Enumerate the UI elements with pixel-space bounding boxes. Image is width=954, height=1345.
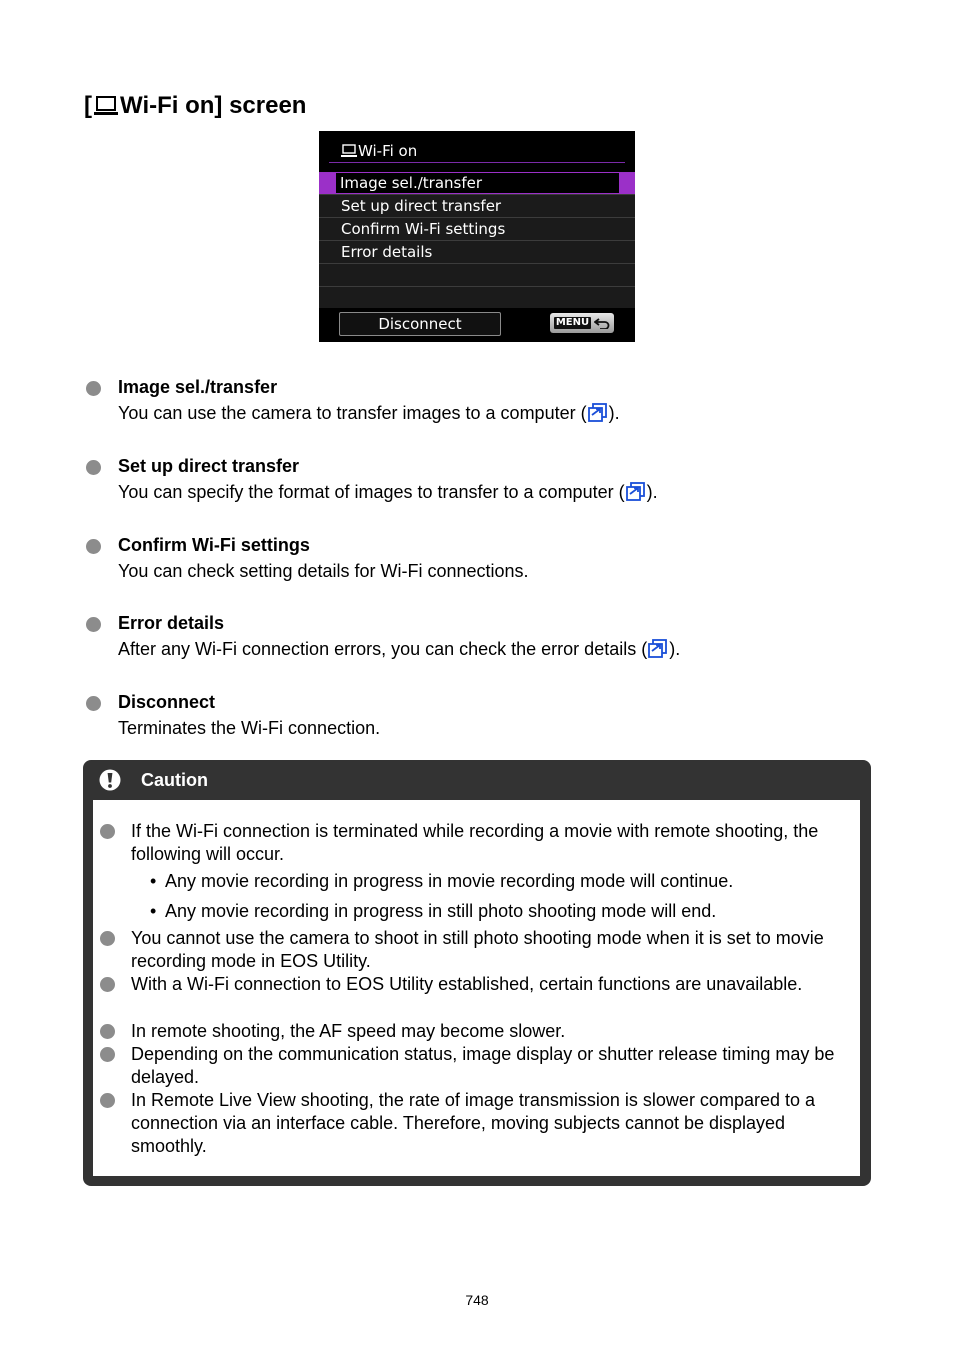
caution-point-text: Depending on the communication status, image display or shutter release timing may be delayed.: [131, 1044, 835, 1087]
caution-body: [93, 800, 860, 1176]
item-description: You can specify the format of images to transfer to a computer ( ).: [118, 482, 658, 502]
caution-subpoint: [150, 870, 733, 892]
menu-item-empty: [319, 264, 635, 287]
computer-icon: [93, 95, 119, 117]
caution-point-text: With a Wi-Fi connection to EOS Utility established, certain functions are unavailable.: [131, 974, 803, 994]
page-link-icon[interactable]: [626, 482, 646, 502]
computer-icon: [341, 144, 357, 158]
camera-footer: [319, 308, 635, 342]
caution-point: [100, 1089, 845, 1158]
item-term: Disconnect: [118, 692, 216, 712]
bullet-icon: [86, 381, 101, 396]
bullet-icon: [86, 460, 101, 475]
menu-item-confirm-wifi-settings[interactable]: Confirm Wi-Fi settings: [319, 218, 635, 241]
menu-item-set-up-direct-transfer[interactable]: Set up direct transfer: [319, 195, 635, 218]
bullet-icon: [100, 977, 115, 992]
warning-icon: [99, 769, 121, 791]
menu-item-image-sel-transfer[interactable]: Image sel./transfer: [319, 172, 635, 195]
camera-screen-title-text: Wi-Fi on: [358, 142, 418, 160]
return-arrow-icon: [594, 317, 610, 329]
disconnect-button[interactable]: Disconnect: [339, 312, 501, 336]
item-description: You can check setting details for Wi-Fi connections.: [118, 561, 529, 581]
caution-point: [100, 820, 845, 866]
heading-text: Wi-Fi on] screen: [120, 92, 307, 119]
caution-subpoint-text: Any movie recording in progress in movie recording mode will continue.: [165, 871, 734, 891]
item-term: Image sel./transfer: [118, 377, 278, 397]
page-link-icon[interactable]: [648, 639, 668, 659]
menu-item-error-details[interactable]: Error details: [319, 241, 635, 264]
caution-point-text: You cannot use the camera to shoot in still photo shooting mode when it is set to movie recording mode in EOS Utility.: [131, 928, 824, 971]
caution-point-text: In Remote Live View shooting, the rate of image transmission is slower compared to a connection via an interface cable. Therefore, moving subjects cannot be displayed smoothly.: [131, 1090, 815, 1156]
caution-point: [100, 1020, 845, 1043]
item-description: You can use the camera to transfer images to a computer ( ).: [118, 403, 620, 423]
caution-title: Caution: [141, 770, 208, 790]
bullet-icon: [100, 1047, 115, 1062]
menu-item-empty: [319, 287, 635, 310]
menu-button-label: MENU: [555, 317, 590, 328]
page-number: 748: [465, 1292, 489, 1308]
page-link-icon[interactable]: [588, 403, 608, 423]
bullet-icon: [100, 1093, 115, 1108]
bullet-icon: [86, 696, 101, 711]
page-heading: [84, 90, 306, 122]
item-term: Set up direct transfer: [118, 456, 300, 476]
title-divider: [329, 162, 625, 163]
sub-bullet: •: [150, 871, 157, 891]
camera-screen: [319, 131, 635, 342]
item-description: After any Wi-Fi connection errors, you can check the error details ( ).: [118, 639, 681, 659]
camera-screen-title: [341, 141, 417, 161]
item-term: Confirm Wi-Fi settings: [118, 535, 310, 555]
bullet-icon: [86, 539, 101, 554]
heading-bracket: [: [84, 92, 92, 119]
caution-point-text: If the Wi-Fi connection is terminated while recording a movie with remote shooting, the following will occur.: [131, 821, 819, 864]
caution-header: [83, 760, 871, 800]
camera-menu: [319, 172, 635, 310]
bullet-icon: [100, 931, 115, 946]
bullet-icon: [100, 1024, 115, 1039]
caution-point: [100, 1043, 845, 1089]
caution-point: [100, 973, 845, 996]
caution-point: [100, 927, 845, 973]
caution-subpoint: [150, 900, 716, 922]
item-term: Error details: [118, 613, 225, 633]
menu-back-button[interactable]: [550, 313, 614, 333]
bullet-icon: [100, 824, 115, 839]
caution-box: [83, 760, 871, 1186]
item-description: Terminates the Wi-Fi connection.: [118, 718, 381, 738]
caution-subpoint-text: Any movie recording in progress in still photo shooting mode will end.: [165, 901, 717, 921]
bullet-icon: [86, 617, 101, 632]
sub-bullet: •: [150, 901, 157, 921]
caution-point-text: In remote shooting, the AF speed may become slower.: [131, 1021, 566, 1041]
